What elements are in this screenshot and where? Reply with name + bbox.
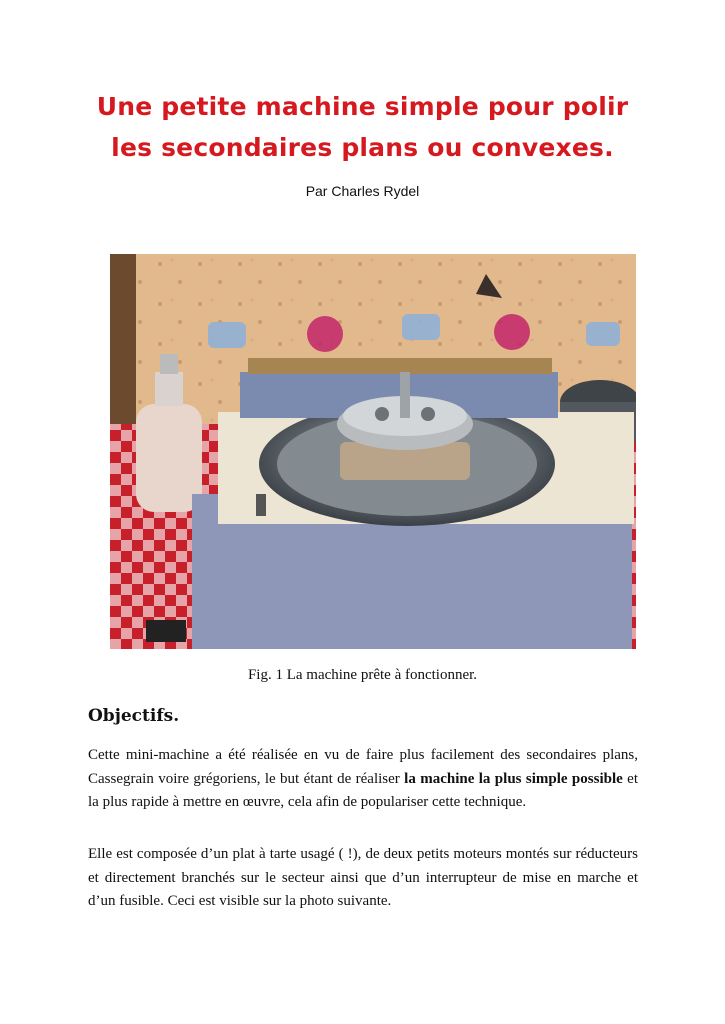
title-line-1: Une petite machine simple pour polir (96, 92, 629, 121)
objectives-paragraph-1 (88, 744, 638, 815)
figure-caption: Fig. 1 La machine prête à fonctionner. (247, 667, 478, 683)
author-byline: Par Charles Rydel (305, 183, 420, 199)
document-title (60, 86, 665, 168)
section-heading: Objectifs. (88, 706, 180, 726)
paragraph-1-bold: la machine la plus simple possible (404, 770, 623, 787)
objectives-paragraph-2: Elle est composée d’un plat à tarte usagé ( !), de deux petits moteurs montés sur réducteurs et directement branchés sur le secteur ainsi que d’un interrupteur de mise en marche et d’un fusible. Ceci est visible sur la photo suivante. (88, 846, 638, 909)
paragraph-1-text-end: et la plus rapide à mettre en œuvre, cela afin de populariser cette technique. (88, 770, 638, 810)
title-line-2: les secondaires plans ou convexes. (111, 133, 614, 162)
machine-photo (110, 254, 636, 649)
paragraph-1-text: Cette mini-machine a été réalisée en vu de faire plus facilement des secondaires plans, Cassegrain voire grégoriens, le but étant de réaliser (88, 747, 638, 787)
